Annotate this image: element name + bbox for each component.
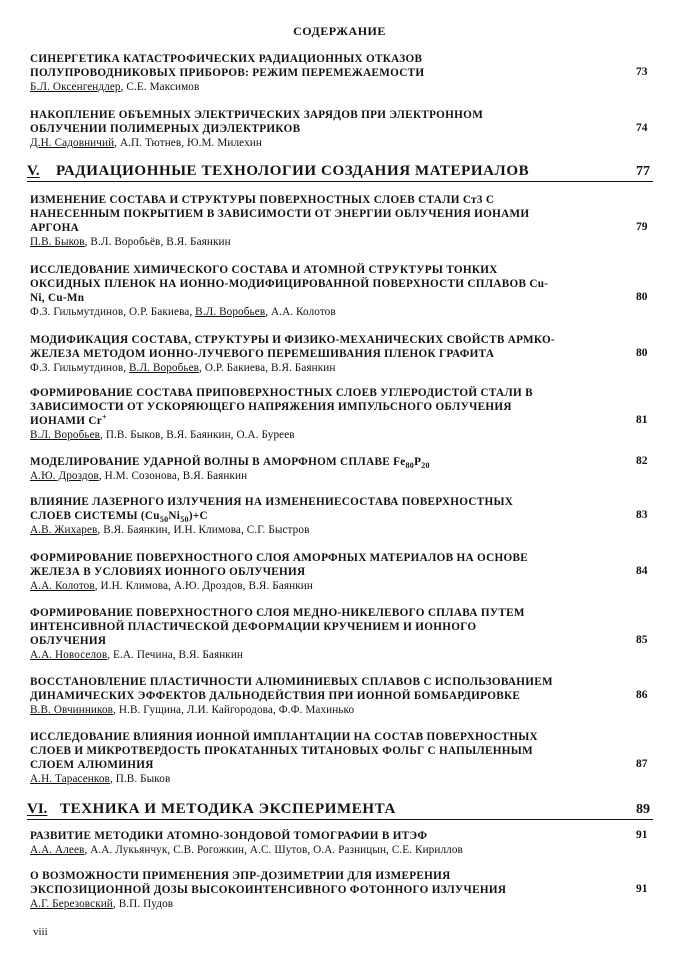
toc-entry[interactable] (30, 606, 622, 662)
entry-title: ВЛИЯНИЕ ЛАЗЕРНОГО ИЗЛУЧЕНИЯ НА ИЗМЕНЕНИЕСОСТАВА ПОВЕРХНОСТНЫХ СЛОЕВ СИСТЕМЫ $(Cu_{50}Ni_{50})+C$ (30, 496, 514, 525)
toc-entry[interactable] (30, 333, 622, 375)
toc-entry[interactable] (30, 455, 622, 483)
entry-title: РАЗВИТИЕ МЕТОДИКИ АТОМНО-ЗОНДОВОЙ ТОМОГРАФИИ В ИТЭФ (30, 830, 428, 842)
section-heading[interactable] (27, 797, 653, 820)
toc-entry[interactable] (30, 495, 622, 537)
section-page-number: 89 (636, 802, 650, 817)
toc-entry[interactable] (30, 386, 622, 442)
entry-page-number: 91 (636, 829, 648, 841)
toc-entry[interactable] (30, 108, 622, 150)
toc-entry[interactable] (30, 675, 622, 717)
entry-title: О ВОЗМОЖНОСТИ ПРИМЕНЕНИЯ ЭПР-ДОЗИМЕТРИИ ДЛЯ ИЗМЕРЕНИЯ ЭКСПОЗИЦИОННОЙ ДОЗЫ ВЫСОКОИНТЕНСИВНОГО ФОТОННОГО ИЗЛУЧЕНИЯ (30, 870, 507, 896)
entry-page-number: 91 (636, 883, 648, 895)
section-page-number: 77 (636, 164, 650, 179)
toc-entry[interactable] (30, 829, 622, 857)
section-heading[interactable] (27, 159, 653, 182)
entry-title: МОДИФИКАЦИЯ СОСТАВА, СТРУКТУРЫ И ФИЗИКО-МЕХАНИЧЕСКИХ СВОЙСТВ АРМКО- ЖЕЛЕЗА МЕТОДОМ ИОННО-ЛУЧЕВОГО ПЕРЕМЕШИВАНИЯ ПЛЕНОК ГРАФИТА (30, 334, 556, 360)
entry-authors: А.А. Новоселов, Е.А. Печина, В.Я. Баянкин (30, 649, 244, 661)
toc-entry[interactable] (30, 551, 622, 593)
section-title: РАДИАЦИОННЫЕ ТЕХНОЛОГИИ СОЗДАНИЯ МАТЕРИАЛОВ (56, 163, 530, 179)
toc-entry[interactable] (30, 193, 622, 249)
entry-title: ИССЛЕДОВАНИЕ ХИМИЧЕСКОГО СОСТАВА И АТОМНОЙ СТРУКТУРЫ ТОНКИХ ОКСИДНЫХ ПЛЕНОК НА ИОННО-МОДИФИЦИРОВАННОЙ ПОВЕРХНОСТИ СПЛАВОВ Cu- Ni, Cu-Mn (30, 264, 549, 304)
entry-authors: Б.Л. Оксенгендлер, С.Е. Максимов (30, 81, 200, 93)
entry-authors: Ф.З. Гильмутдинов, В.Л. Воробьев, О.Р. Бакиева, В.Я. Баянкин (30, 362, 336, 374)
entry-authors: В.В. Овчинников, Н.В. Гущина, Л.И. Кайгородова, Ф.Ф. Махинько (30, 704, 355, 716)
entry-page-number: 83 (636, 509, 648, 521)
entry-authors: Ф.З. Гильмутдинов, О.Р. Бакиева, В.Л. Воробьев, А.А. Колотов (30, 306, 336, 318)
entry-page-number: 73 (636, 66, 648, 78)
page-footer-number: viii (33, 926, 48, 938)
entry-authors: В.Л. Воробьев, П.В. Быков, В.Я. Баянкин, О.А. Буреев (30, 429, 295, 441)
entry-page-number: 85 (636, 634, 648, 646)
toc-entry[interactable] (30, 869, 622, 911)
entry-title: СИНЕРГЕТИКА КАТАСТРОФИЧЕСКИХ РАДИАЦИОННЫХ ОТКАЗОВ ПОЛУПРОВОДНИКОВЫХ ПРИБОРОВ: РЕЖИМ ПЕРЕМЕЖАЕМОСТИ (30, 53, 425, 79)
toc-entry[interactable] (30, 263, 622, 319)
section-number: V. (27, 163, 40, 179)
entry-authors: П.В. Быков, В.Л. Воробьёв, В.Я. Баянкин (30, 236, 231, 248)
section-number: VI. (27, 801, 48, 817)
entry-page-number: 80 (636, 291, 648, 303)
entry-title: ИССЛЕДОВАНИЕ ВЛИЯНИЯ ИОННОЙ ИМПЛАНТАЦИИ НА СОСТАВ ПОВЕРХНОСТНЫХ СЛОЕВ И МИКРОТВЕРДОСТЬ ПРОКАТАННЫХ ТИТАНОВЫХ ФОЛЬГ С НАПЫЛЕННЫМ СЛОЕМ АЛЮМИНИЯ (30, 731, 538, 771)
entry-authors: А.Г. Березовский, В.П. Пудов (30, 898, 174, 910)
entry-authors: А.Ю. Дроздов, Н.М. Созонова, В.Я. Баянкин (30, 470, 248, 482)
section-title: ТЕХНИКА И МЕТОДИКА ЭКСПЕРИМЕНТА (60, 801, 396, 817)
entry-authors: Д.Н. Садовничий, А.П. Тютнев, Ю.М. Милехин (30, 137, 262, 149)
entry-title: НАКОПЛЕНИЕ ОБЪЕМНЫХ ЭЛЕКТРИЧЕСКИХ ЗАРЯДОВ ПРИ ЭЛЕКТРОННОМ ОБЛУЧЕНИИ ПОЛИМЕРНЫХ ДИЭЛЕКТРИКОВ (30, 109, 484, 135)
entry-authors: А.В. Жихарев, В.Я. Баянкин, И.Н. Климова, С.Г. Быстров (30, 524, 310, 536)
entry-page-number: 87 (636, 758, 648, 770)
toc-entry[interactable] (30, 730, 622, 786)
page-title: СОДЕРЖАНИЕ (293, 24, 386, 38)
entry-title: ИЗМЕНЕНИЕ СОСТАВА И СТРУКТУРЫ ПОВЕРХНОСТНЫХ СЛОЕВ СТАЛИ Ст3 С НАНЕСЕННЫМ ПОКРЫТИЕМ В ЗАВИСИМОСТИ ОТ ЭНЕРГИИ ОБЛУЧЕНИЯ ИОНАМИ АРГОНА (30, 194, 530, 234)
entry-page-number: 81 (636, 414, 648, 426)
entry-title: ФОРМИРОВАНИЕ ПОВЕРХНОСТНОГО СЛОЯ МЕДНО-НИКЕЛЕВОГО СПЛАВА ПУТЕМ ИНТЕНСИВНОЙ ПЛАСТИЧЕСКОЙ ДЕФОРМАЦИИ КРУЧЕНИЕМ И ИОННОГО ОБЛУЧЕНИЯ (30, 607, 525, 647)
entry-page-number: 86 (636, 689, 648, 701)
entry-page-number: 84 (636, 565, 648, 577)
entry-page-number: 79 (636, 221, 648, 233)
entry-title: МОДЕЛИРОВАНИЕ УДАРНОЙ ВОЛНЫ В АМОРФНОМ СПЛАВЕ $Fe_{80}P_{20}$ (30, 456, 430, 471)
entry-page-number: 82 (636, 455, 648, 467)
entry-page-number: 80 (636, 347, 648, 359)
entry-authors: А.Н. Тарасенков, П.В. Быков (30, 773, 171, 785)
entry-title: ФОРМИРОВАНИЕ ПОВЕРХНОСТНОГО СЛОЯ АМОРФНЫХ МАТЕРИАЛОВ НА ОСНОВЕ ЖЕЛЕЗА В УСЛОВИЯХ ИОННОГО ОБЛУЧЕНИЯ (30, 552, 528, 578)
entry-authors: А.А. Колотов, И.Н. Климова, А.Ю. Дроздов, В.Я. Баянкин (30, 580, 313, 592)
entry-authors: А.А. Алеев, А.А. Лукьянчук, С.В. Рогожкин, А.С. Шутов, О.А. Разницын, С.Е. Кириллов (30, 844, 463, 856)
toc-entry[interactable] (30, 52, 622, 94)
entry-title: ВОССТАНОВЛЕНИЕ ПЛАСТИЧНОСТИ АЛЮМИНИЕВЫХ СПЛАВОВ С ИСПОЛЬЗОВАНИЕМ ДИНАМИЧЕСКИХ ЭФФЕКТОВ ДАЛЬНОДЕЙСТВИЯ ПРИ ИОННОЙ БОМБАРДИРОВКЕ (30, 676, 553, 702)
entry-page-number: 74 (636, 122, 648, 134)
entry-title: ФОРМИРОВАНИЕ СОСТАВА ПРИПОВЕРХНОСТНЫХ СЛОЕВ УГЛЕРОДИСТОЙ СТАЛИ В ЗАВИСИМОСТИ ОТ УСКОРЯЮЩЕГО НАПРЯЖЕНИЯ ИМПУЛЬСНОГО ОБЛУЧЕНИЯ ИОНАМИ Cr+ (30, 387, 533, 427)
